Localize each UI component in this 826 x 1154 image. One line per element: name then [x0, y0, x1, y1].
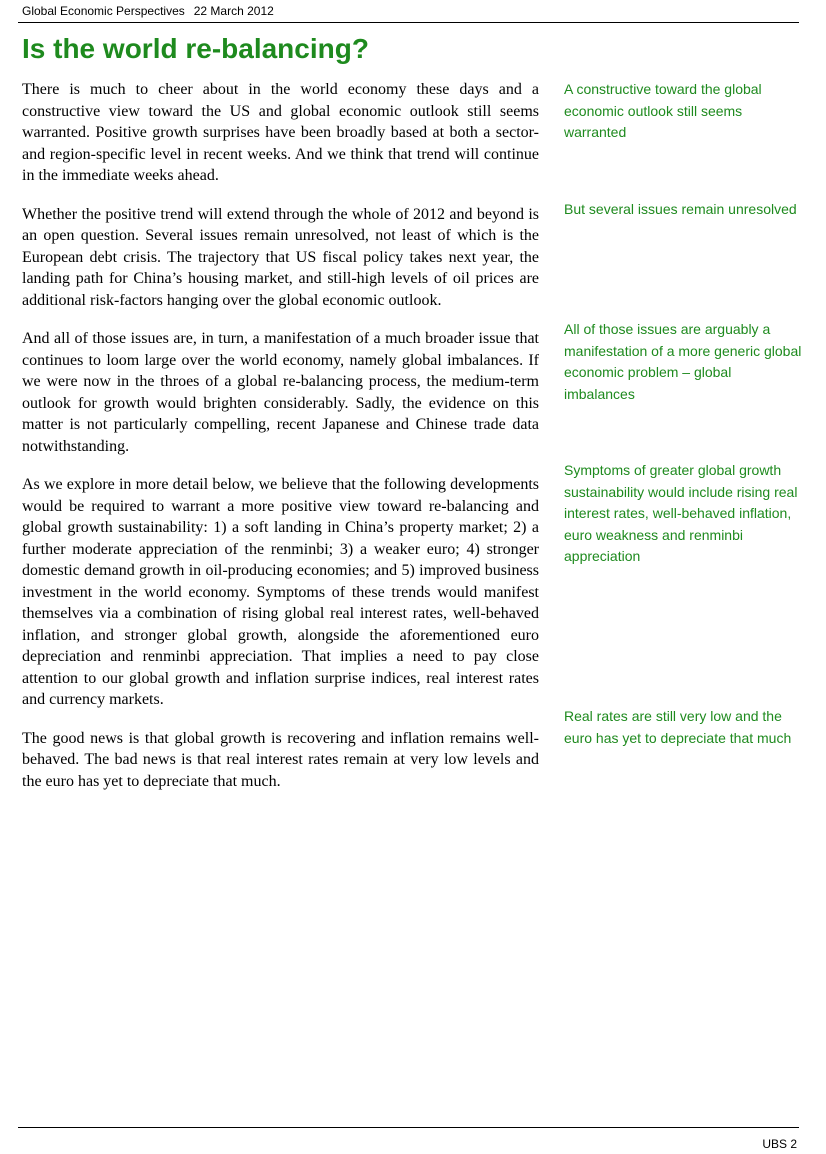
- page-title: Is the world re-balancing?: [22, 33, 369, 64]
- body-paragraph-5: The good news is that global growth is recovering and inflation remains well-behaved. The bad news is that real interest rates remain at very low levels and the euro has yet to depreciate that much.: [22, 729, 539, 790]
- running-header: [22, 4, 274, 18]
- body-paragraph-2: Whether the positive trend will extend through the whole of 2012 and beyond is an open question. Several issues remain unresolved, not least of which is the European debt crisis. The trajectory that US fiscal policy takes next year, the landing path for China’s housing market, and still-high levels of oil prices are additional risk-factors hanging over the global economic outlook.: [22, 205, 539, 309]
- margin-note-1: A constructive toward the global economic outlook still seems warranted: [564, 81, 762, 140]
- main-text-column: [22, 79, 539, 809]
- margin-note-3: All of those issues are arguably a manifestation of a more generic global economic problem – global imbalances: [564, 321, 802, 402]
- margin-note-5: Real rates are still very low and the euro has yet to depreciate that much: [564, 708, 792, 746]
- body-paragraph-4: As we explore in more detail below, we believe that the following developments would be required to warrant a more positive view toward re-balancing and global growth sustainability: 1) a soft landing in China’s property market; 2) a further moderate appreciation of the renminbi; 3) a weaker euro; 4) stronger domestic demand growth in oil-producing economies; and 5) improved business investment in the world economy. Symptoms of these trends would manifest themselves via a combination of rising global real interest rates, well-behaved inflation, and stronger global growth, alongside the aforementioned euro depreciation and renminbi appreciation. That implies a need to pay close attention to our global growth and inflation surprise indices, real interest rates and currency markets.: [22, 476, 539, 708]
- body-paragraph-3: And all of those issues are, in turn, a manifestation of a much broader issue that continues to loom large over the world economy, namely global imbalances. If we were now in the throes of a global re-balancing process, the medium-term outlook for growth would brighten considerably. Sadly, the evidence on this matter is not particularly compelling, recent Japanese and Chinese trade data notwithstanding.: [22, 330, 539, 455]
- header-divider: [18, 22, 799, 23]
- margin-note-2: But several issues remain unresolved: [564, 201, 797, 217]
- publication-date: 22 March 2012: [193, 4, 274, 18]
- publication-name: Global Economic Perspectives: [22, 4, 185, 18]
- page-number: UBS 2: [762, 1137, 797, 1151]
- body-paragraph-1: There is much to cheer about in the world economy these days and a constructive view toward the US and global economic outlook still seems warranted. Positive growth surprises have been broadly based at both a sector- and region-specific level in recent weeks. And we think that trend will continue in the immediate weeks ahead.: [22, 81, 539, 184]
- footer-divider: [18, 1127, 799, 1128]
- margin-note-4: Symptoms of greater global growth sustainability would include rising real interest rates, well-behaved inflation, euro weakness and renminbi appreciation: [564, 462, 798, 564]
